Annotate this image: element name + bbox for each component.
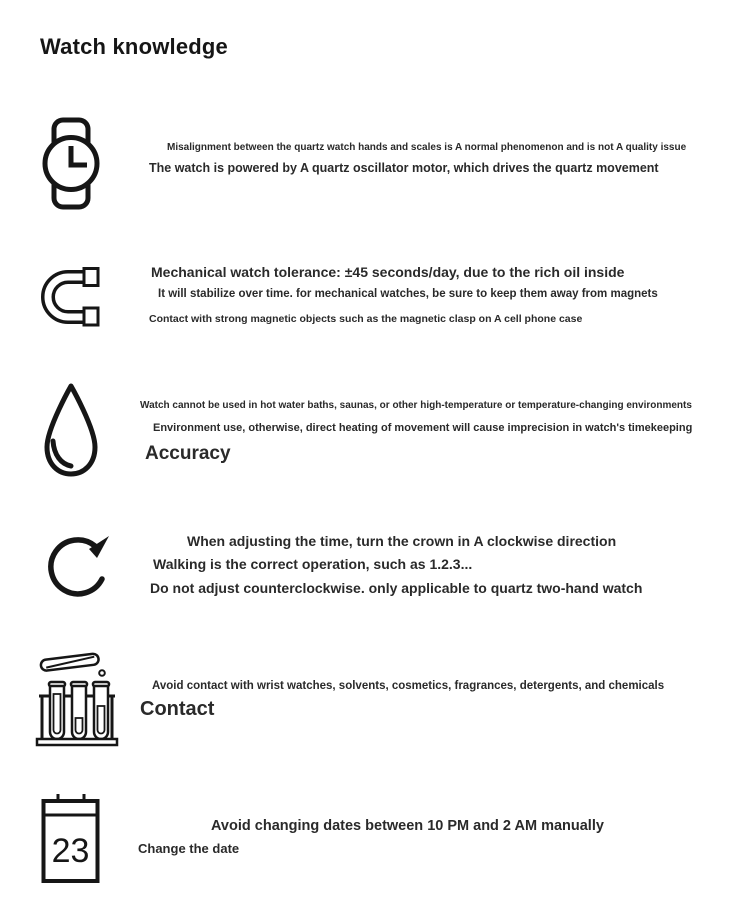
quartz-note-line: Misalignment between the quartz watch hands and scales is A normal phenomenon and is not A quality issue <box>167 142 687 153</box>
stabilize-line: It will stabilize over time. for mechanical watches, be sure to keep them away from magnets <box>158 288 658 300</box>
walking-line: Walking is the correct operation, such as 1.2.3... <box>153 556 473 572</box>
quartz-movement-line: The watch is powered by A quartz oscillator motor, which drives the quartz movement <box>149 161 659 175</box>
avoid-date-change-line: Avoid changing dates between 10 PM and 2 AM manually <box>211 818 604 834</box>
magnet-icon <box>40 264 100 327</box>
clockwise-line: When adjusting the time, turn the crown in A clockwise direction <box>187 533 617 549</box>
accuracy-heading: Accuracy <box>145 443 231 464</box>
contact-heading: Contact <box>140 698 215 720</box>
page-title: Watch knowledge <box>40 34 228 59</box>
watch-icon <box>42 117 100 210</box>
calendar-date-number: 23 <box>51 832 90 870</box>
tolerance-line: Mechanical watch tolerance: ±45 seconds/day, due to the rich oil inside <box>151 264 625 280</box>
magnetic-contact-line: Contact with strong magnetic objects such as the magnetic clasp on A cell phone case <box>149 313 583 325</box>
water-drop-icon <box>40 381 102 479</box>
change-date-line: Change the date <box>138 841 240 856</box>
avoid-chemicals-line: Avoid contact with wrist watches, solvents, cosmetics, fragrances, detergents, and chemicals <box>152 680 665 692</box>
chemicals-test-tubes-icon <box>35 644 119 748</box>
counterclockwise-line: Do not adjust counterclockwise. only applicable to quartz two-hand watch <box>150 580 643 596</box>
calendar-icon <box>41 793 102 884</box>
hot-water-line: Watch cannot be used in hot water baths, saunas, or other high-temperature or temperature-changing environments <box>140 400 692 411</box>
clockwise-arrow-icon <box>45 527 111 599</box>
environment-line: Environment use, otherwise, direct heating of movement will cause imprecision in watch's timekeeping <box>153 422 693 434</box>
